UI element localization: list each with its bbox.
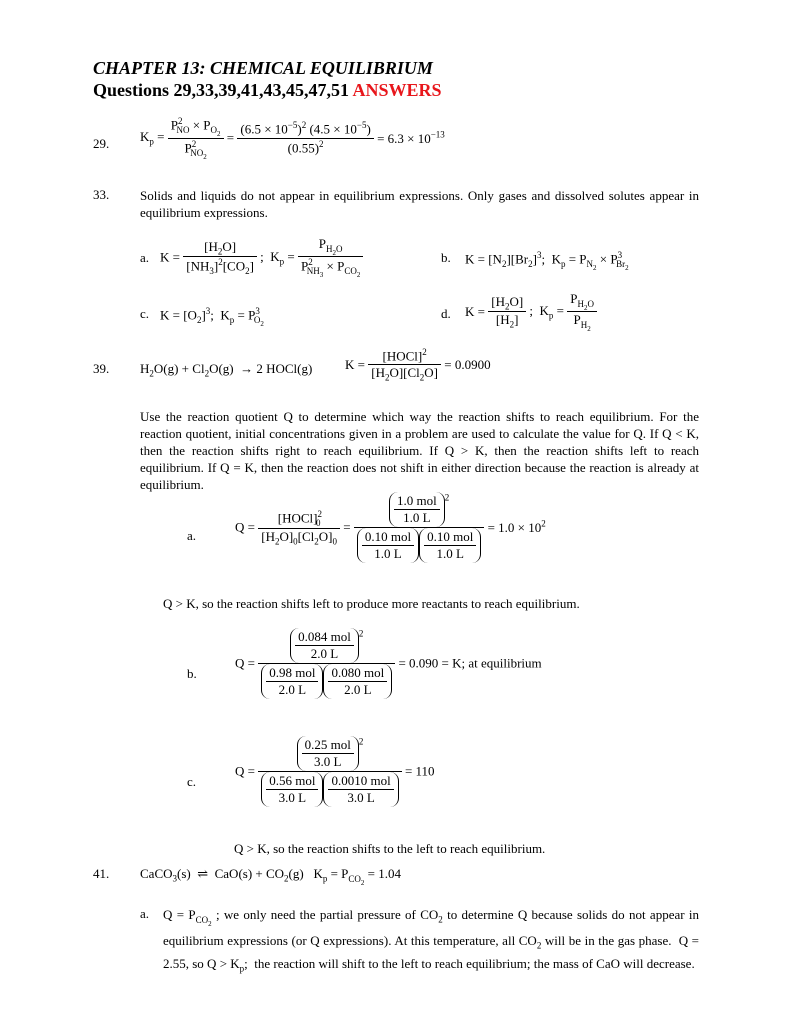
q33-a-label: a.	[140, 250, 150, 265]
subtitle-answers: ANSWERS	[352, 80, 442, 100]
q39-paragraph: Use the reaction quotient Q to determine which way the reaction shifts to reach equilibrium. For the reaction quotient, initial concentrations given in a problem are used to calculate the value for Q. If Q < K, then the reaction shifts right to reach equilibrium. If Q > K, then the reaction shifts left to reach equilibrium. If Q = K, then the reaction does not shift in either direction because the reaction is already at equilibrium.	[140, 409, 699, 492]
q33-d-expr: K = $\frac{[H_2O]}{[H_2]}$ ; $K_p$ = $\frac{P_{H_2O}}{P_{H_2}}$	[465, 291, 597, 333]
q33-text: Solids and liquids do not appear in equilibrium expressions. Only gases and dissolved solutes appear in equilibrium expressions.	[140, 188, 699, 220]
q41-reaction: CaCO$_3$(s) ⇌ $CaO(s) + CO_2(g) K_p = P_{CO_2} = 1.04$	[140, 866, 402, 887]
q39-a-conclusion: Q > K, so the reaction shifts left to produce more reactants to reach equilibrium.	[163, 596, 580, 611]
q39-c-conclusion: Q > K, so the reaction shifts to the left to reach equilibrium.	[234, 841, 546, 856]
q39-b-label: b.	[187, 666, 197, 681]
q39-k-expr: K = $\frac{[HOCl]^2}{[H_2O][Cl_2O]}$ = 0.0900	[345, 347, 491, 383]
q29-number: 29.	[93, 136, 110, 151]
q29-symbolic-fraction: $\frac{P^2_{NO} \times P_{O_2}}{P^2_{NO_2}}$	[168, 116, 224, 160]
q29-numeric-fraction: $\frac{(6.5 \times 10^{-5})^2 (4.5 \times 10^{-5})}{(0.55)^2}$	[237, 120, 373, 156]
q39-c-label: c.	[187, 774, 197, 789]
q39-c-expr: Q = $\frac{\text{0.25 mol}}{3.0 L}$ $^2$ $\frac{\text{0.56 mol}}{3.0 L}$ $\frac{\text{0.0010 mol}}{3.0 L}$ = 110	[235, 736, 435, 805]
q39-k-value: = 0.0900	[444, 356, 491, 372]
q33-c-label: c.	[140, 306, 150, 321]
page-title: CHAPTER 13: CHEMICAL EQUILIBRIUM	[93, 58, 433, 78]
q39-a-label: a.	[187, 528, 197, 543]
q29-equation: $K_p$ = $\frac{P^2_{NO} \times P_{O_2}}{P^2_{NO_2}}$ = $\frac{(6.5 \times 10^{-5})^2 (4.5 \times 10^{-5})}{(0.55)^2}$ = $6.3 \times 10^{-13}$	[140, 116, 445, 161]
q33-b-expr: $K = [N_2][Br_2]^3$; $K_p = P_{N_2} \times P^3_{Br_2}$	[465, 250, 629, 272]
subtitle-questions: Questions 29,33,39,41,43,45,47,51	[93, 80, 350, 100]
q39-reaction: $H_2O(g) + Cl_2O(g) \to 2$ HOCl(g)	[140, 361, 313, 379]
q33-d-label: d.	[441, 306, 451, 321]
q41-number: 41.	[93, 866, 110, 881]
q33-c-expr: $K = [O_2]^3$; $K_p = P^3_{O_2}$	[160, 306, 264, 328]
q41-a-text: $Q = P_{CO_2}$ ; we only need the partial pressure of $CO_2$ to determine Q because solids do not appear in equilibrium expressions (or Q expressions). At this temperature, all $CO_2$ will be in the gas phase. Q = 2.55, so $Q > K_p$; the reaction will shift to the left to reach equilibrium; the mass of CaO will decrease.	[163, 907, 700, 974]
q33-b-label: b.	[441, 250, 451, 265]
q41-a-label: a.	[140, 906, 150, 921]
q39-number: 39.	[93, 361, 110, 376]
q39-b-expr: Q = $\frac{\text{0.084 mol}}{2.0 L}$ $^2$ $\frac{\text{0.98 mol}}{2.0 L}$ $\frac{\text{0.080 mol}}{2.0 L}$ = 0.090 = K; at equilibrium	[235, 628, 542, 697]
page-subtitle	[93, 80, 442, 101]
q33-number: 33.	[93, 187, 110, 202]
q39-a-expr: Q = $\frac{[HOCl]^2_0}{[H_2O]_0[Cl_2O]_0}$ = $\frac{\text{1.0 mol}}{1.0 L}$ $^2$ $\frac{\text{0.10 mol}}{1.0 L}$ $\frac{\text{0.10 mol}}{1.0 L}$ = $1.0 \times 10^2$	[235, 492, 546, 561]
q33-a-expr: K = $\frac{[H_2O]}{[NH_3]^2[CO_2]}$ ; $K_p$ = $\frac{P_{H_2O}}{P^2_{NH_3} \times P_{CO_2}}$	[160, 236, 363, 279]
